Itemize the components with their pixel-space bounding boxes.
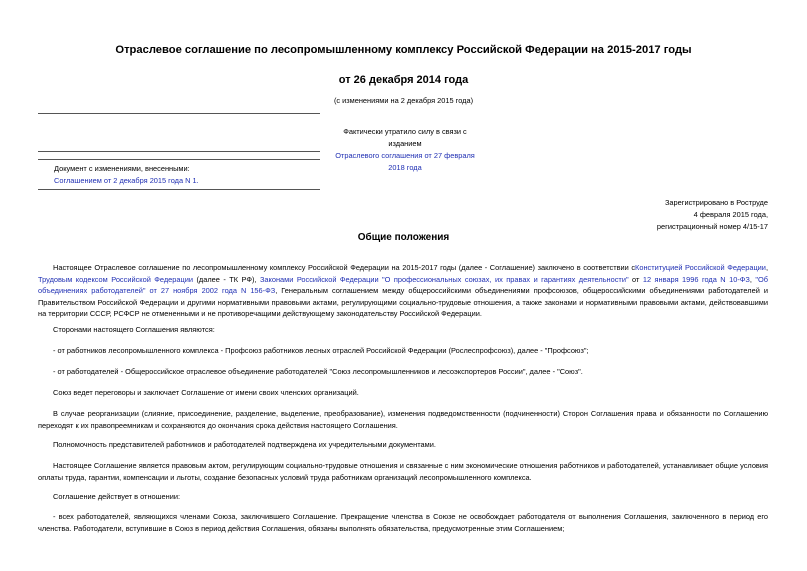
paragraph-reorganization: В случае реорганизации (слияние, присоединение, разделение, выделение, преобразование), изменения подведомственности (подчиненности) Сторон Соглашения права и обязанности по Соглашению переходят к их правопреемникам и сохраняются до окончания срока действия настоящего Соглашения. (38, 409, 768, 430)
paragraph-employers: - от работодателей - Общероссийское отраслевое объединение работодателей "Союз лесопромышленников и лесоэкспортеров России", далее - "Союз". (53, 367, 583, 376)
divider (38, 113, 320, 114)
labor-code-link[interactable]: Трудовым кодексом Российской Федерации (38, 274, 193, 284)
paragraph-legal-act: Настоящее Соглашение является правовым актом, регулирующим социально-трудовые отношения и связанные с ним экономические отношения работников и работодателей, устанавливает общие условия оплаты труда, гарантии, компенсации и льготы, создание безопасных условий труда работникам организаций лесопромышленного комплекса. (38, 461, 768, 482)
divider (38, 189, 320, 190)
status-link[interactable]: Отраслевого соглашения от 27 февраля 2018 года (335, 151, 475, 172)
paragraph-authority: Полномочность представителей работников и работодателей подтверждена их учредительными документами. (53, 440, 436, 449)
changes-label: Документ с изменениями, внесенными: (54, 164, 190, 173)
registration-line: 4 февраля 2015 года, (693, 210, 768, 219)
registration-line: Зарегистрировано в Роструде (664, 198, 768, 207)
constitution-link[interactable]: Конституцией Российской Федерации (635, 263, 766, 272)
law-10fz-link[interactable]: 12 января 1996 года N 10-ФЗ (642, 274, 750, 284)
employers-law-link[interactable]: "Об объединениях работодателей" от 27 ноября 2002 года N 156-ФЗ (38, 274, 768, 296)
registration-block (540, 197, 768, 233)
registration-line: регистрационный номер 4/15-17 (656, 222, 768, 231)
divider (38, 159, 320, 160)
changes-block (54, 163, 354, 187)
paragraph-intro: Настоящее Отраслевое соглашение по лесопромышленному комплексу Российской Федерации на 2015-2017 годы (далее - Соглашение) заключено в соответствии сКонституцией Российской Федерации, Трудовым кодексом Российской Федерации (далее - ТК РФ), Законами Российской Федерации "О профессиональных союзах, их правах и гарантиях деятельности" от 12 января 1996 года N 10-ФЗ, "Об объединениях работодателей" от 27 ноября 2002 года N 156-ФЗ, Генеральным соглашением между общероссийскими объединениями профсоюзов, общероссийскими объединениями работодателей и Правительством Российской Федерации и другими нормативными правовыми актами, регулирующими социально-трудовые отношения, а также законами и нормативными правовыми актами, действовавшими на территории СССР, РСФСР не отмененными и не противоречащими действующему законодательству Российской Федерации. (38, 263, 768, 319)
section-title: Общие положения (357, 232, 450, 243)
divider (38, 151, 320, 152)
trade-unions-law-link[interactable]: Законами Российской Федерации "О профессиональных союзах, их правах и гарантиях деятельности" (259, 274, 629, 284)
changes-link[interactable]: Соглашением от 2 декабря 2015 года N 1. (54, 176, 199, 185)
paragraph-parties: Сторонами настоящего Соглашения являются: (53, 325, 215, 334)
paragraph-members: - всех работодателей, являющихся членами Союза, заключившего Соглашение. Прекращение членства в Союзе не освобождает работодателя от выполнения Соглашения, заключенного в период его членства. Работодатели, вступившие в Союз в период действия Соглашения, обязаны выполнять обязательства, предусмотренные этим Соглашением; (38, 512, 768, 533)
paragraph-workers: - от работников лесопромышленного комплекса - Профсоюз работников лесных отраслей Российской Федерации (Рослеспрофсоюз), далее - "Профсоюз"; (53, 346, 589, 355)
document-date: от 26 декабря 2014 года (338, 74, 469, 86)
paragraph-union: Союз ведет переговоры и заключает Соглашение от имени своих членских организаций. (53, 388, 359, 397)
document-title: Отраслевое соглашение по лесопромышленному комплексу Российской Федерации на 2015-2017 годы (115, 44, 692, 56)
paragraph-scope: Соглашение действует в отношении: (53, 492, 181, 501)
status-line: Фактически утратило силу в связи с изданием (343, 127, 467, 148)
amendments-note: (с изменениями на 2 декабря 2015 года) (333, 96, 474, 105)
